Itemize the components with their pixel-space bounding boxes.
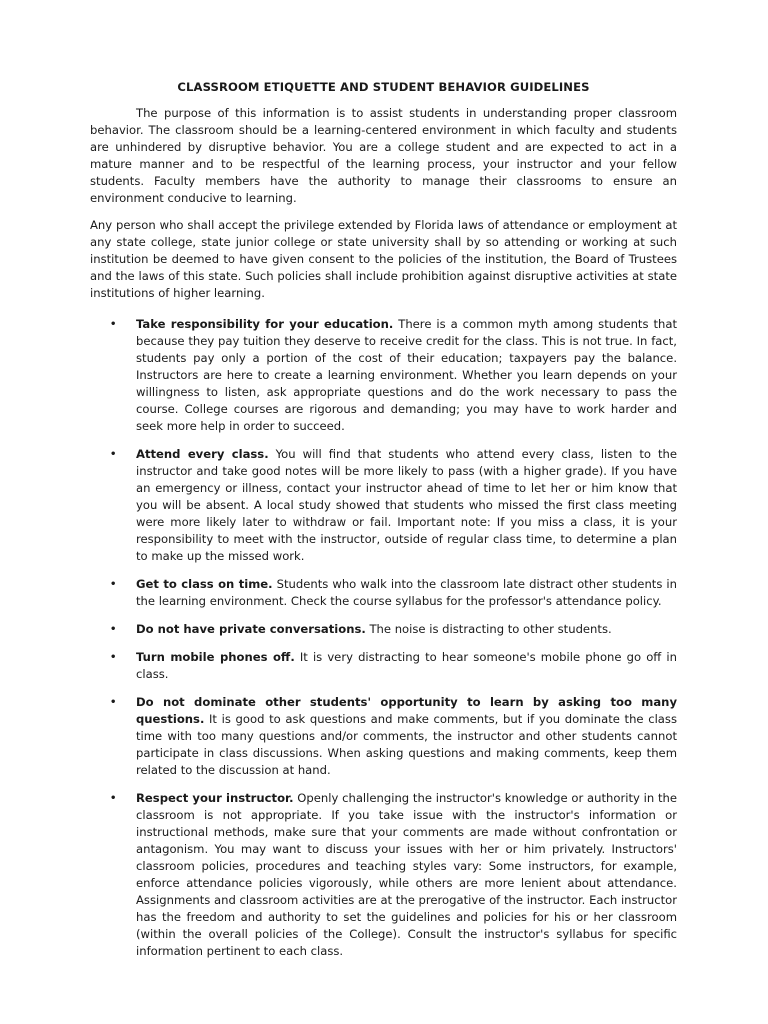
- guideline-text: Students who walk into the classroom late distract other students in the learning environment. Check the course syllabus for the professor's attendance policy.: [136, 577, 677, 608]
- document-title: CLASSROOM ETIQUETTE AND STUDENT BEHAVIOR GUIDELINES: [177, 80, 590, 94]
- guideline-text: It is very distracting to hear someone's mobile phone go off in class.: [136, 650, 677, 681]
- guideline-text: It is good to ask questions and make comments, but if you dominate the class time with too many questions and/or comments, the instructor and other students cannot participate in class discussions. When asking questions and making comments, keep them related to the discussion at hand.: [136, 712, 677, 777]
- policy-paragraph: Any person who shall accept the privilege extended by Florida laws of attendance or employment at any state college, state junior college or state university shall by so attending or working at such institution be deemed to have given consent to the policies of the institution, the Board of Trustees and the laws of this state. Such policies shall include prohibition against disruptive activities at state institutions of higher learning.: [90, 218, 677, 300]
- guideline-heading: Turn mobile phones off.: [136, 650, 295, 664]
- bullet-icon: •: [110, 624, 117, 635]
- guideline-heading: Do not dominate other students' opportunity to learn by asking too many questions.: [136, 695, 677, 726]
- guideline-responsibility: [90, 316, 677, 435]
- guideline-text: Openly challenging the instructor's knowledge or authority in the classroom is not appropriate. If you take issue with the instructor's information or instructional methods, make sure that your comments are made without confrontation or antagonism. You may want to discuss your issues with her or him privately. Instructors' classroom policies, procedures and teaching styles vary: Some instructors, for example, enforce attendance policies vigorously, while others are more lenient about attendance. Assignments and classroom activities are at the prerogative of the instructor. Each instructor has the freedom and authority to set the guidelines and policies for his or her classroom (within the overall policies of the College). Consult the instructor's syllabus for specific information pertinent to each class.: [136, 791, 677, 958]
- guideline-on-time: [90, 576, 677, 610]
- guidelines-list: [90, 316, 677, 960]
- bullet-icon: •: [110, 579, 117, 590]
- bullet-icon: •: [110, 697, 117, 708]
- guideline-heading: Attend every class.: [136, 447, 269, 461]
- intro-paragraph: The purpose of this information is to assist students in understanding proper classroom behavior. The classroom should be a learning-centered environment in which faculty and students are unhindered by disruptive behavior. You are a college student and are expected to act in a mature manner and to be respectful of the learning process, your instructor and your fellow students. Faculty members have the authority to manage their classrooms to ensure an environment conducive to learning.: [90, 106, 677, 205]
- bullet-icon: •: [110, 652, 117, 663]
- bullet-icon: •: [110, 793, 117, 804]
- guideline-respect: [90, 790, 677, 960]
- guideline-phones: [90, 649, 677, 683]
- guideline-heading: Take responsibility for your education.: [136, 317, 394, 331]
- guideline-text: The noise is distracting to other students.: [365, 622, 612, 636]
- bullet-icon: •: [110, 449, 117, 460]
- bullet-icon: •: [110, 319, 117, 330]
- guideline-text: You will find that students who attend every class, listen to the instructor and take good notes will be more likely to pass (with a higher grade). If you have an emergency or illness, contact your instructor ahead of time to let her or him know that you will be absent. A local study showed that students who missed the first class meeting were more likely later to withdraw or fail. Important note: If you miss a class, it is your responsibility to meet with the instructor, outside of regular class time, to determine a plan to make up the missed work.: [136, 447, 677, 563]
- document-page: [90, 79, 677, 971]
- guideline-heading: Get to class on time.: [136, 577, 273, 591]
- guideline-text: There is a common myth among students that because they pay tuition they deserve to receive credit for the class. This is not true. In fact, students pay only a portion of the cost of their education; taxpayers pay the balance. Instructors are here to create a learning environment. Whether you learn depends on your willingness to listen, ask appropriate questions and do the work necessary to pass the course. College courses are rigorous and demanding; you may have to work harder and seek more help in order to succeed.: [136, 317, 677, 433]
- guideline-attend: [90, 446, 677, 565]
- guideline-heading: Do not have private conversations.: [136, 622, 366, 636]
- guideline-conversations: [90, 621, 677, 638]
- guideline-heading: Respect your instructor.: [136, 791, 294, 805]
- guideline-questions: [90, 694, 677, 779]
